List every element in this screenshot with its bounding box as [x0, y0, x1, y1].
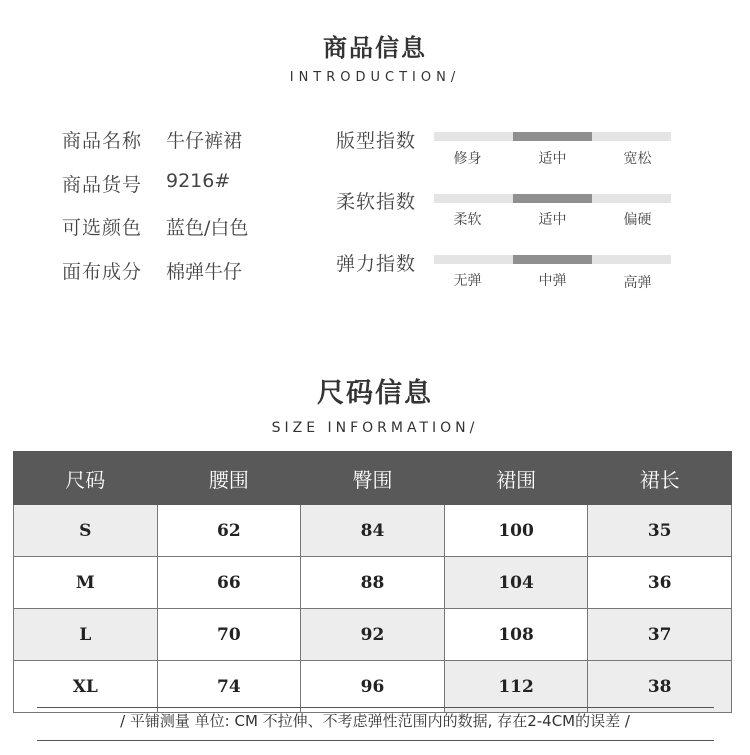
index-option: 无弹 — [453, 273, 482, 289]
table-cell: 66 — [157, 557, 301, 609]
table-cell: 100 — [444, 505, 588, 557]
header-hip: 臀围 — [301, 452, 445, 505]
index-option: 偏硬 — [623, 212, 652, 228]
table-row — [14, 609, 732, 661]
table-cell: M — [14, 557, 158, 609]
table-cell: 37 — [588, 609, 732, 661]
index-segment — [434, 255, 513, 264]
index-segment — [592, 255, 671, 264]
table-cell: XL — [14, 661, 158, 713]
index-option: 适中 — [538, 212, 567, 228]
table-cell: 62 — [157, 505, 301, 557]
index-option: 宽松 — [623, 151, 652, 167]
table-cell: 88 — [301, 557, 445, 609]
index-option: 适中 — [538, 151, 567, 167]
measurement-note: / 平铺测量 单位: CM 不拉伸、不考虑弹性范围内的数据, 存在2-4CM的误差 / — [120, 712, 630, 730]
fit-index-bar — [434, 132, 671, 141]
table-cell: 104 — [444, 557, 588, 609]
size-info-subtitle: SIZE INFORMATION/ — [271, 420, 479, 436]
index-segment — [513, 132, 592, 141]
index-segment — [434, 132, 513, 141]
table-cell: 38 — [588, 661, 732, 713]
field-value: 棉弹牛仔 — [166, 261, 243, 283]
table-cell: 74 — [157, 661, 301, 713]
index-segment — [434, 194, 513, 203]
index-segment — [513, 194, 592, 203]
header-size: 尺码 — [14, 452, 158, 505]
table-cell: 35 — [588, 505, 732, 557]
table-row — [14, 661, 732, 713]
header-waist: 腰围 — [157, 452, 301, 505]
table-cell: S — [14, 505, 158, 557]
note-divider-top — [37, 707, 714, 708]
header-hem: 裙围 — [444, 452, 588, 505]
table-cell: 112 — [444, 661, 588, 713]
field-label: 商品名称 — [62, 130, 143, 152]
softness-index-label: 柔软指数 — [336, 191, 417, 213]
note-divider-bottom — [37, 740, 714, 741]
index-segment — [592, 194, 671, 203]
product-info-title: 商品信息 — [323, 34, 427, 62]
softness-index-bar — [434, 194, 671, 203]
table-cell: 70 — [157, 609, 301, 661]
index-segment — [513, 255, 592, 264]
size-info-title: 尺码信息 — [317, 378, 433, 409]
product-info-subtitle: INTRODUCTION/ — [289, 70, 461, 85]
field-value: 牛仔裤裙 — [166, 130, 243, 152]
elasticity-index-label: 弹力指数 — [336, 253, 417, 275]
field-value: 蓝色/白色 — [166, 217, 249, 239]
table-cell: 92 — [301, 609, 445, 661]
table-row — [14, 505, 732, 557]
table-cell: 108 — [444, 609, 588, 661]
index-segment — [592, 132, 671, 141]
field-label: 商品货号 — [62, 174, 143, 196]
index-option: 修身 — [453, 151, 482, 167]
field-label: 可选颜色 — [62, 217, 143, 239]
table-header-row — [14, 452, 732, 505]
table-cell: 96 — [301, 661, 445, 713]
elasticity-index-bar — [434, 255, 671, 264]
field-label: 面布成分 — [62, 261, 143, 283]
index-option: 柔软 — [453, 212, 482, 228]
table-cell: 36 — [588, 557, 732, 609]
header-length: 裙长 — [588, 452, 732, 505]
size-table — [13, 451, 732, 713]
table-row — [14, 557, 732, 609]
fit-index-label: 版型指数 — [336, 130, 417, 152]
table-cell: L — [14, 609, 158, 661]
field-value: 9216# — [166, 170, 231, 192]
index-option: 中弹 — [538, 273, 567, 289]
table-cell: 84 — [301, 505, 445, 557]
index-option: 高弹 — [623, 275, 652, 291]
